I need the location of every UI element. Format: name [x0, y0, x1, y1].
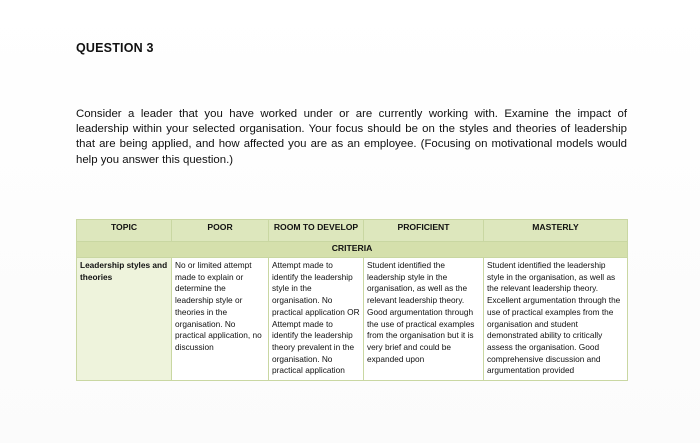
header-topic: TOPIC [77, 220, 172, 242]
poor-cell [172, 258, 269, 381]
masterly-text: Student identified the leadership style in the organisation, as well as the relevant leadership theory. Excellent argumentation through the use of practical examples from the organisation and student demonstrated ability to critically assess the organisation. Good comprehensive discussion and argumentation provided [487, 260, 621, 376]
criteria-label: CRITERIA [77, 242, 628, 258]
table-row [77, 258, 628, 381]
question-prompt: Consider a leader that you have worked under or are currently working with. Examine the impact of leadership within your selected organisation. Your focus should be on the styles and theories of leadership that are being applied, and how affected you are as an employee. (Focusing on motivational models would help you answer this question.) [76, 108, 627, 166]
header-proficient: PROFICIENT [364, 220, 484, 242]
proficient-cell [364, 258, 484, 381]
rubric-table [76, 219, 628, 381]
question-title: QUESTION 3 [76, 41, 154, 55]
header-room-to-develop: ROOM TO DEVELOP [269, 220, 364, 242]
room-to-develop-cell [269, 258, 364, 381]
topic-cell [77, 258, 172, 381]
criteria-row [77, 242, 628, 258]
topic-text: Leadership styles and theories [80, 260, 168, 282]
header-poor: POOR [172, 220, 269, 242]
poor-text: No or limited attempt made to explain or determine the leadership style or theories in the organisation. No practical application, no discussion [175, 260, 262, 352]
masterly-cell [484, 258, 628, 381]
rubric-header-row [77, 220, 628, 242]
proficient-text: Student identified the leadership style in the organisation, as well as the relevant leadership theory. Good argumentation through the use of practical examples from the organisation but it is very brief and could be expanded upon [367, 260, 475, 364]
room-to-develop-text: Attempt made to identify the leadership style in the organisation. No practical application OR Attempt made to identify the leadership theory prevalent in the organisation. No practical application [272, 260, 360, 376]
header-masterly: MASTERLY [484, 220, 628, 242]
